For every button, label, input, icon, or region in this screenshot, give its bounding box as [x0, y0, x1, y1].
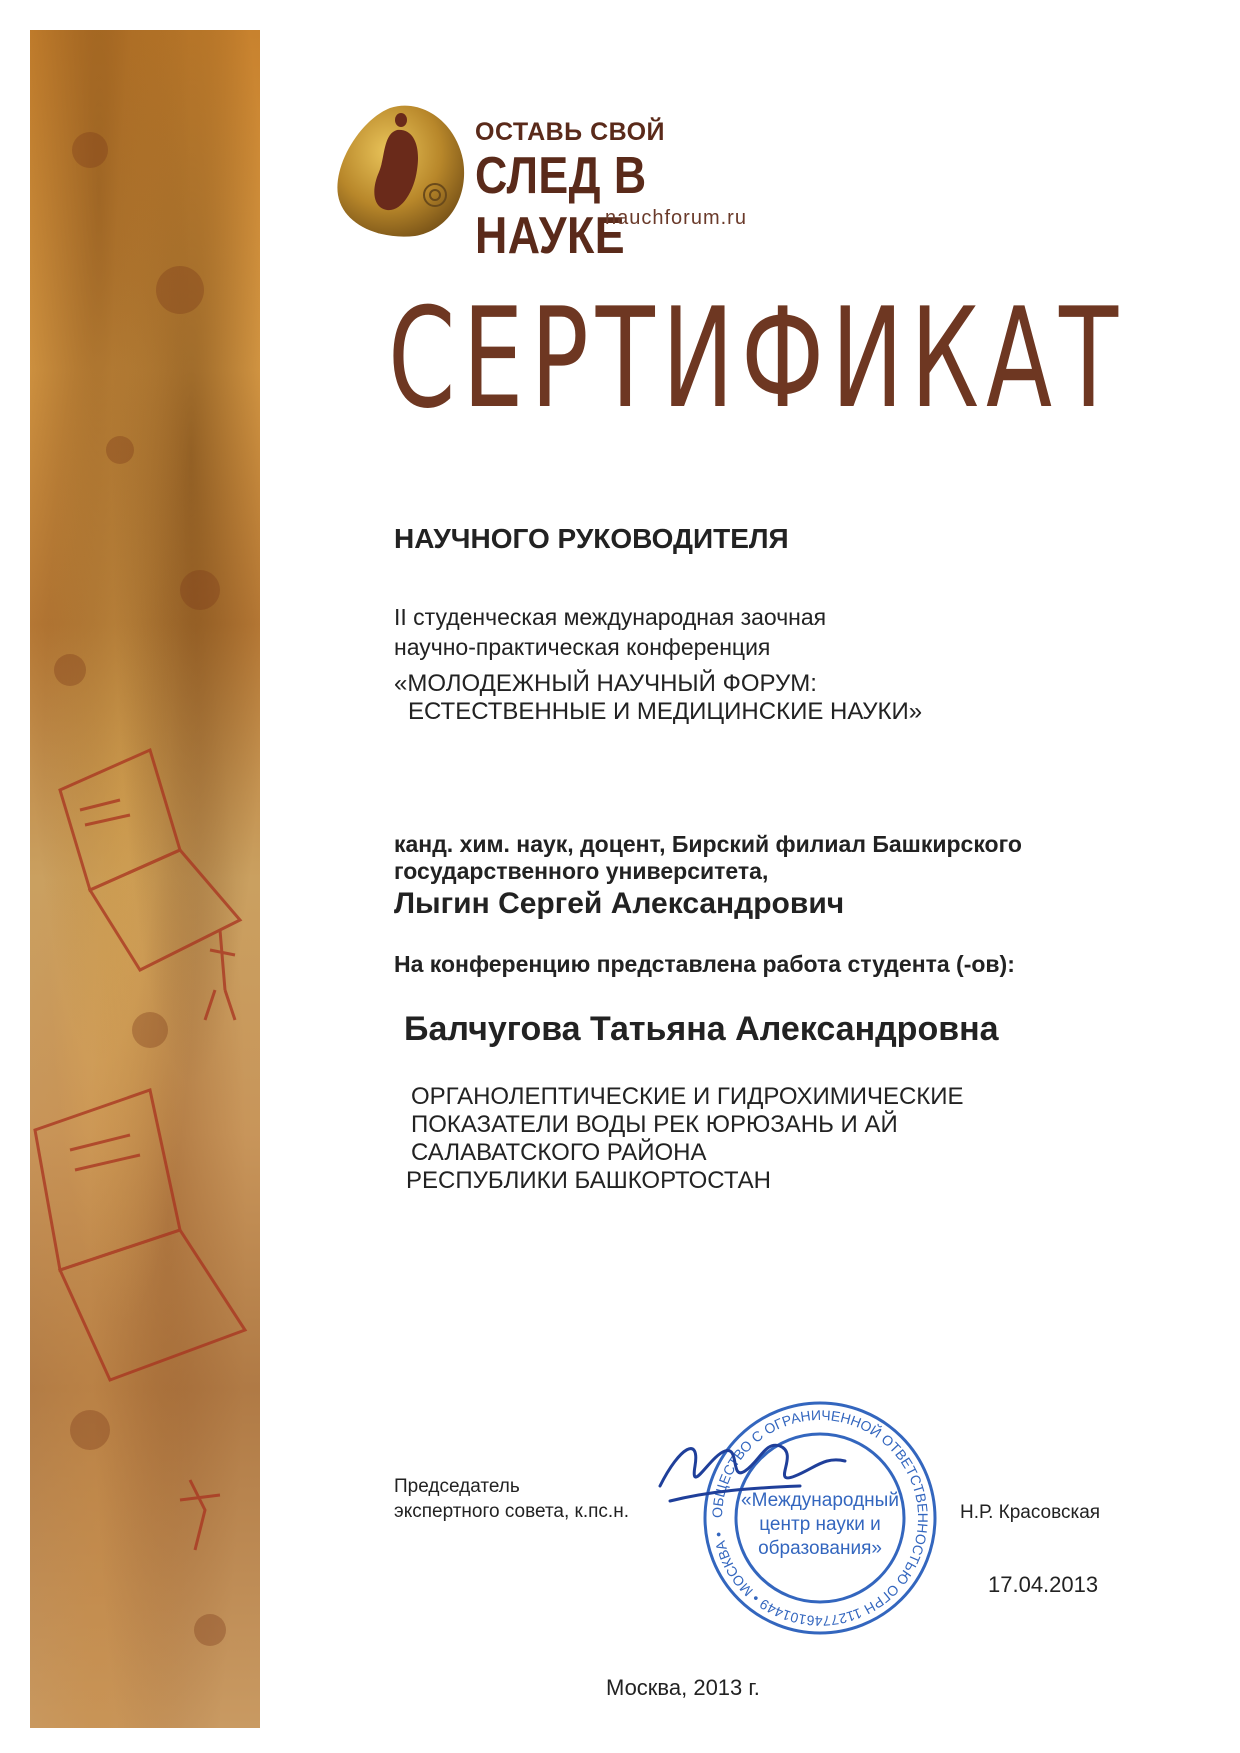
work-intro: На конференцию представлена работа студента (-ов):	[394, 951, 1015, 977]
conference-type-line-1: II студенческая международная заочная	[394, 604, 827, 630]
issue-date: 17.04.2013	[988, 1572, 1099, 1597]
rock-art-drawings	[30, 30, 260, 1728]
supervisor-credentials-line-2: государственного университета,	[394, 858, 769, 884]
logo-tagline-main: СЛЕД В НАУКЕ	[475, 147, 647, 265]
forum-logo	[335, 100, 795, 265]
logo-tagline-top: ОСТАВЬ СВОЙ	[475, 118, 665, 146]
chair-title-line-2: экспертного совета, к.пс.н.	[394, 1501, 629, 1522]
conference-name-line-1: «МОЛОДЕЖНЫЙ НАУЧНЫЙ ФОРУМ:	[394, 670, 817, 697]
work-title-line-3: САЛАВАТСКОГО РАЙОНА	[411, 1139, 707, 1166]
work-title-line-2: ПОКАЗАТЕЛИ ВОДЫ РЕК ЮРЮЗАНЬ И АЙ	[411, 1111, 898, 1138]
stamp-line-1: «Международный	[741, 1490, 899, 1511]
city-year: Москва, 2013 г.	[606, 1675, 760, 1700]
footprint-stone-icon	[335, 100, 470, 240]
conference-type-line-2: научно-практическая конференция	[394, 634, 771, 660]
certificate-subtitle: НАУЧНОГО РУКОВОДИТЕЛЯ	[394, 523, 789, 554]
supervisor-credentials-line-1: канд. хим. наук, доцент, Бирский филиал Башкирского	[394, 831, 1022, 857]
chair-signature	[650, 1426, 850, 1516]
chair-title-line-1: Председатель	[394, 1476, 520, 1497]
logo-url: nauchforum.ru	[605, 207, 747, 229]
stamp-line-3: образования»	[758, 1538, 882, 1559]
work-title-line-4: РЕСПУБЛИКИ БАШКОРТОСТАН	[406, 1167, 772, 1194]
stamp-line-2: центр науки и	[759, 1514, 881, 1535]
conference-name-line-2: ЕСТЕСТВЕННЫЕ И МЕДИЦИНСКИЕ НАУКИ»	[408, 698, 923, 725]
stamp-ring-text: ОБЩЕСТВО С ОГРАНИЧЕННОЙ ОТВЕТСТВЕННОСТЬЮ ОГРН 1127746101449 • МОСКВА •	[708, 1406, 932, 1630]
student-name: Балчугова Татьяна Александровна	[404, 1010, 999, 1048]
decorative-rock-art-strip	[30, 30, 260, 1728]
work-title-line-1: ОРГАНОЛЕПТИЧЕСКИЕ И ГИДРОХИМИЧЕСКИЕ	[411, 1083, 964, 1110]
certificate-title: СЕРТИФИКАТ	[388, 278, 1126, 439]
chair-name: Н.Р. Красовская	[960, 1502, 1101, 1523]
supervisor-name: Лыгин Сергей Александрович	[394, 887, 845, 920]
